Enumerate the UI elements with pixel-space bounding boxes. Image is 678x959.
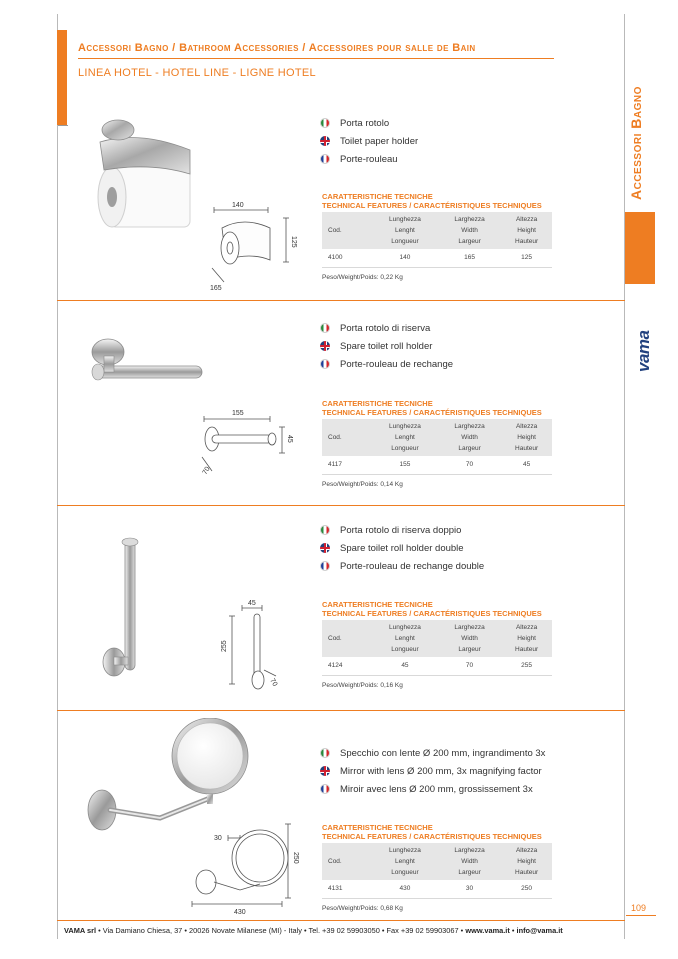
dimension-label: 255 [221,640,228,652]
technical-features [322,192,552,281]
dimension-label: 165 [210,285,222,292]
table-header-length: Lunghezza Lenght Longueur [372,212,438,249]
vama-logo: vama [634,330,653,372]
cell-width: 165 [438,249,501,268]
dimension-label: 70 [268,677,279,688]
footer-website-link[interactable]: www.vama.it [465,926,510,935]
tech-heading-en-fr: TECHNICAL FEATURES / CARACTÉRISTIQUES TECHNIQUES [322,408,542,417]
product-names [320,744,545,798]
product-name-it: Porta rotolo di riserva doppio [340,524,462,536]
table-header-height: Altezza Height Hauteur [501,419,552,456]
title-divider [78,58,554,59]
italian-flag-icon [320,118,330,128]
side-section-title: Accessori Bagno [628,86,644,200]
product-name-en: Mirror with lens Ø 200 mm, 3x magnifying factor [340,765,542,777]
product-weight: Peso/Weight/Poids: 0,22 Kg [322,274,403,281]
footer [64,926,563,935]
tech-table [322,843,552,899]
double-spare-roll-holder-photo [100,536,150,681]
uk-flag-icon [320,766,330,776]
cell-length: 430 [372,880,438,899]
table-row [322,456,552,475]
french-flag-icon [320,561,330,571]
magnifying-mirror-drawing [180,818,305,918]
technical-features [322,600,552,689]
product-name-fr: Miroir avec lens Ø 200 mm, grossissement 3x [340,783,533,795]
table-header-width: Larghezza Width Largeur [438,419,501,456]
footer-divider [57,920,625,921]
right-accent-bar [625,212,655,284]
italian-flag-icon [320,525,330,535]
section-divider [57,300,625,301]
cell-width: 70 [438,657,501,676]
table-header-code: Cod. [322,212,372,249]
left-border-line [57,14,58,939]
cell-height: 250 [501,880,552,899]
tech-table [322,212,552,268]
spare-roll-holder-drawing [190,405,300,485]
left-accent-bar [57,30,67,125]
french-flag-icon [320,784,330,794]
uk-flag-icon [320,543,330,553]
uk-flag-icon [320,136,330,146]
page-title: Accessori Bagno / Bathroom Accessories / Accessoires pour salle de Bain [78,42,476,54]
dimension-label: 430 [234,909,246,916]
tech-heading-it: CARATTERISTICHE TECNICHE [322,600,433,609]
cell-length: 155 [372,456,438,475]
toilet-paper-holder-drawing [200,198,300,294]
tech-table [322,620,552,676]
product-name-it: Specchio con lente Ø 200 mm, ingrandimento 3x [340,747,546,759]
product-name-it: Porta rotolo di riserva [340,322,431,334]
cell-code: 4124 [322,657,372,676]
dimension-label: 140 [232,202,244,209]
product-name-fr: Porte-rouleau de rechange [340,358,454,370]
table-header-length: Lunghezza Lenght Longueur [372,620,438,657]
toilet-paper-holder-photo [90,112,200,237]
dimension-label: 30 [214,835,222,842]
cell-code: 4100 [322,249,372,268]
product-name-en: Spare toilet roll holder double [340,542,464,554]
tech-heading-en-fr: TECHNICAL FEATURES / CARACTÉRISTIQUES TECHNIQUES [322,609,542,618]
cell-height: 125 [501,249,552,268]
product-names [320,319,453,373]
technical-features [322,399,552,488]
table-header-code: Cod. [322,843,372,880]
cell-width: 30 [438,880,501,899]
french-flag-icon [320,359,330,369]
footer-separator: • [509,926,517,935]
product-names [320,114,418,168]
table-header-height: Altezza Height Hauteur [501,620,552,657]
right-border-line [624,14,625,939]
uk-flag-icon [320,341,330,351]
cell-code: 4131 [322,880,372,899]
product-weight: Peso/Weight/Poids: 0,14 Kg [322,481,403,488]
dimension-label: 45 [286,435,293,443]
page-number: 109 [631,903,647,913]
table-header-length: Lunghezza Lenght Longueur [372,843,438,880]
table-header-code: Cod. [322,419,372,456]
product-name-fr: Porte-rouleau de rechange double [340,560,485,572]
technical-features [322,823,552,912]
table-header-height: Altezza Height Hauteur [501,212,552,249]
italian-flag-icon [320,323,330,333]
french-flag-icon [320,154,330,164]
table-header-width: Larghezza Width Largeur [438,620,501,657]
footer-company: VAMA srl [64,926,97,935]
footer-address: • Via Damiano Chiesa, 37 • 20026 Novate Milanese (MI) - Italy • Tel. +39 02 59903050 • Fax +39 02 59903067 • [96,926,466,935]
section-divider [57,505,625,506]
cell-height: 45 [501,456,552,475]
cell-width: 70 [438,456,501,475]
tech-heading-it: CARATTERISTICHE TECNICHE [322,823,433,832]
product-name-fr: Porte-rouleau [340,153,398,165]
cell-length: 45 [372,657,438,676]
table-header-width: Larghezza Width Largeur [438,843,501,880]
dimension-label: 250 [292,852,299,864]
table-row [322,249,552,268]
table-header-length: Lunghezza Lenght Longueur [372,419,438,456]
product-name-en: Spare toilet roll holder [340,340,433,352]
spare-roll-holder-photo [80,330,210,390]
section-divider [58,125,68,126]
tech-heading-it: CARATTERISTICHE TECNICHE [322,192,433,201]
cell-code: 4117 [322,456,372,475]
product-weight: Peso/Weight/Poids: 0,16 Kg [322,682,403,689]
dimension-label: 45 [248,600,256,607]
table-row [322,880,552,899]
product-name-en: Toilet paper holder [340,135,419,147]
italian-flag-icon [320,748,330,758]
double-spare-roll-holder-drawing [218,596,288,696]
table-row [322,657,552,676]
tech-heading-en-fr: TECHNICAL FEATURES / CARACTÉRISTIQUES TECHNIQUES [322,832,542,841]
tech-table [322,419,552,475]
product-names [320,521,484,575]
table-header-code: Cod. [322,620,372,657]
product-weight: Peso/Weight/Poids: 0,68 Kg [322,905,403,912]
cell-height: 255 [501,657,552,676]
product-name-it: Porta rotolo [340,117,390,129]
table-header-width: Larghezza Width Largeur [438,212,501,249]
tech-heading-it: CARATTERISTICHE TECNICHE [322,399,433,408]
page-subtitle: LINEA HOTEL - HOTEL LINE - LIGNE HOTEL [78,67,316,79]
dimension-label: 155 [232,410,244,417]
section-divider [57,710,625,711]
dimension-label: 70 [201,465,212,476]
table-header-height: Altezza Height Hauteur [501,843,552,880]
cell-length: 140 [372,249,438,268]
footer-email-link[interactable]: info@vama.it [516,926,563,935]
dimension-label: 125 [290,236,297,248]
page-number-rule [626,915,656,916]
tech-heading-en-fr: TECHNICAL FEATURES / CARACTÉRISTIQUES TECHNIQUES [322,201,542,210]
